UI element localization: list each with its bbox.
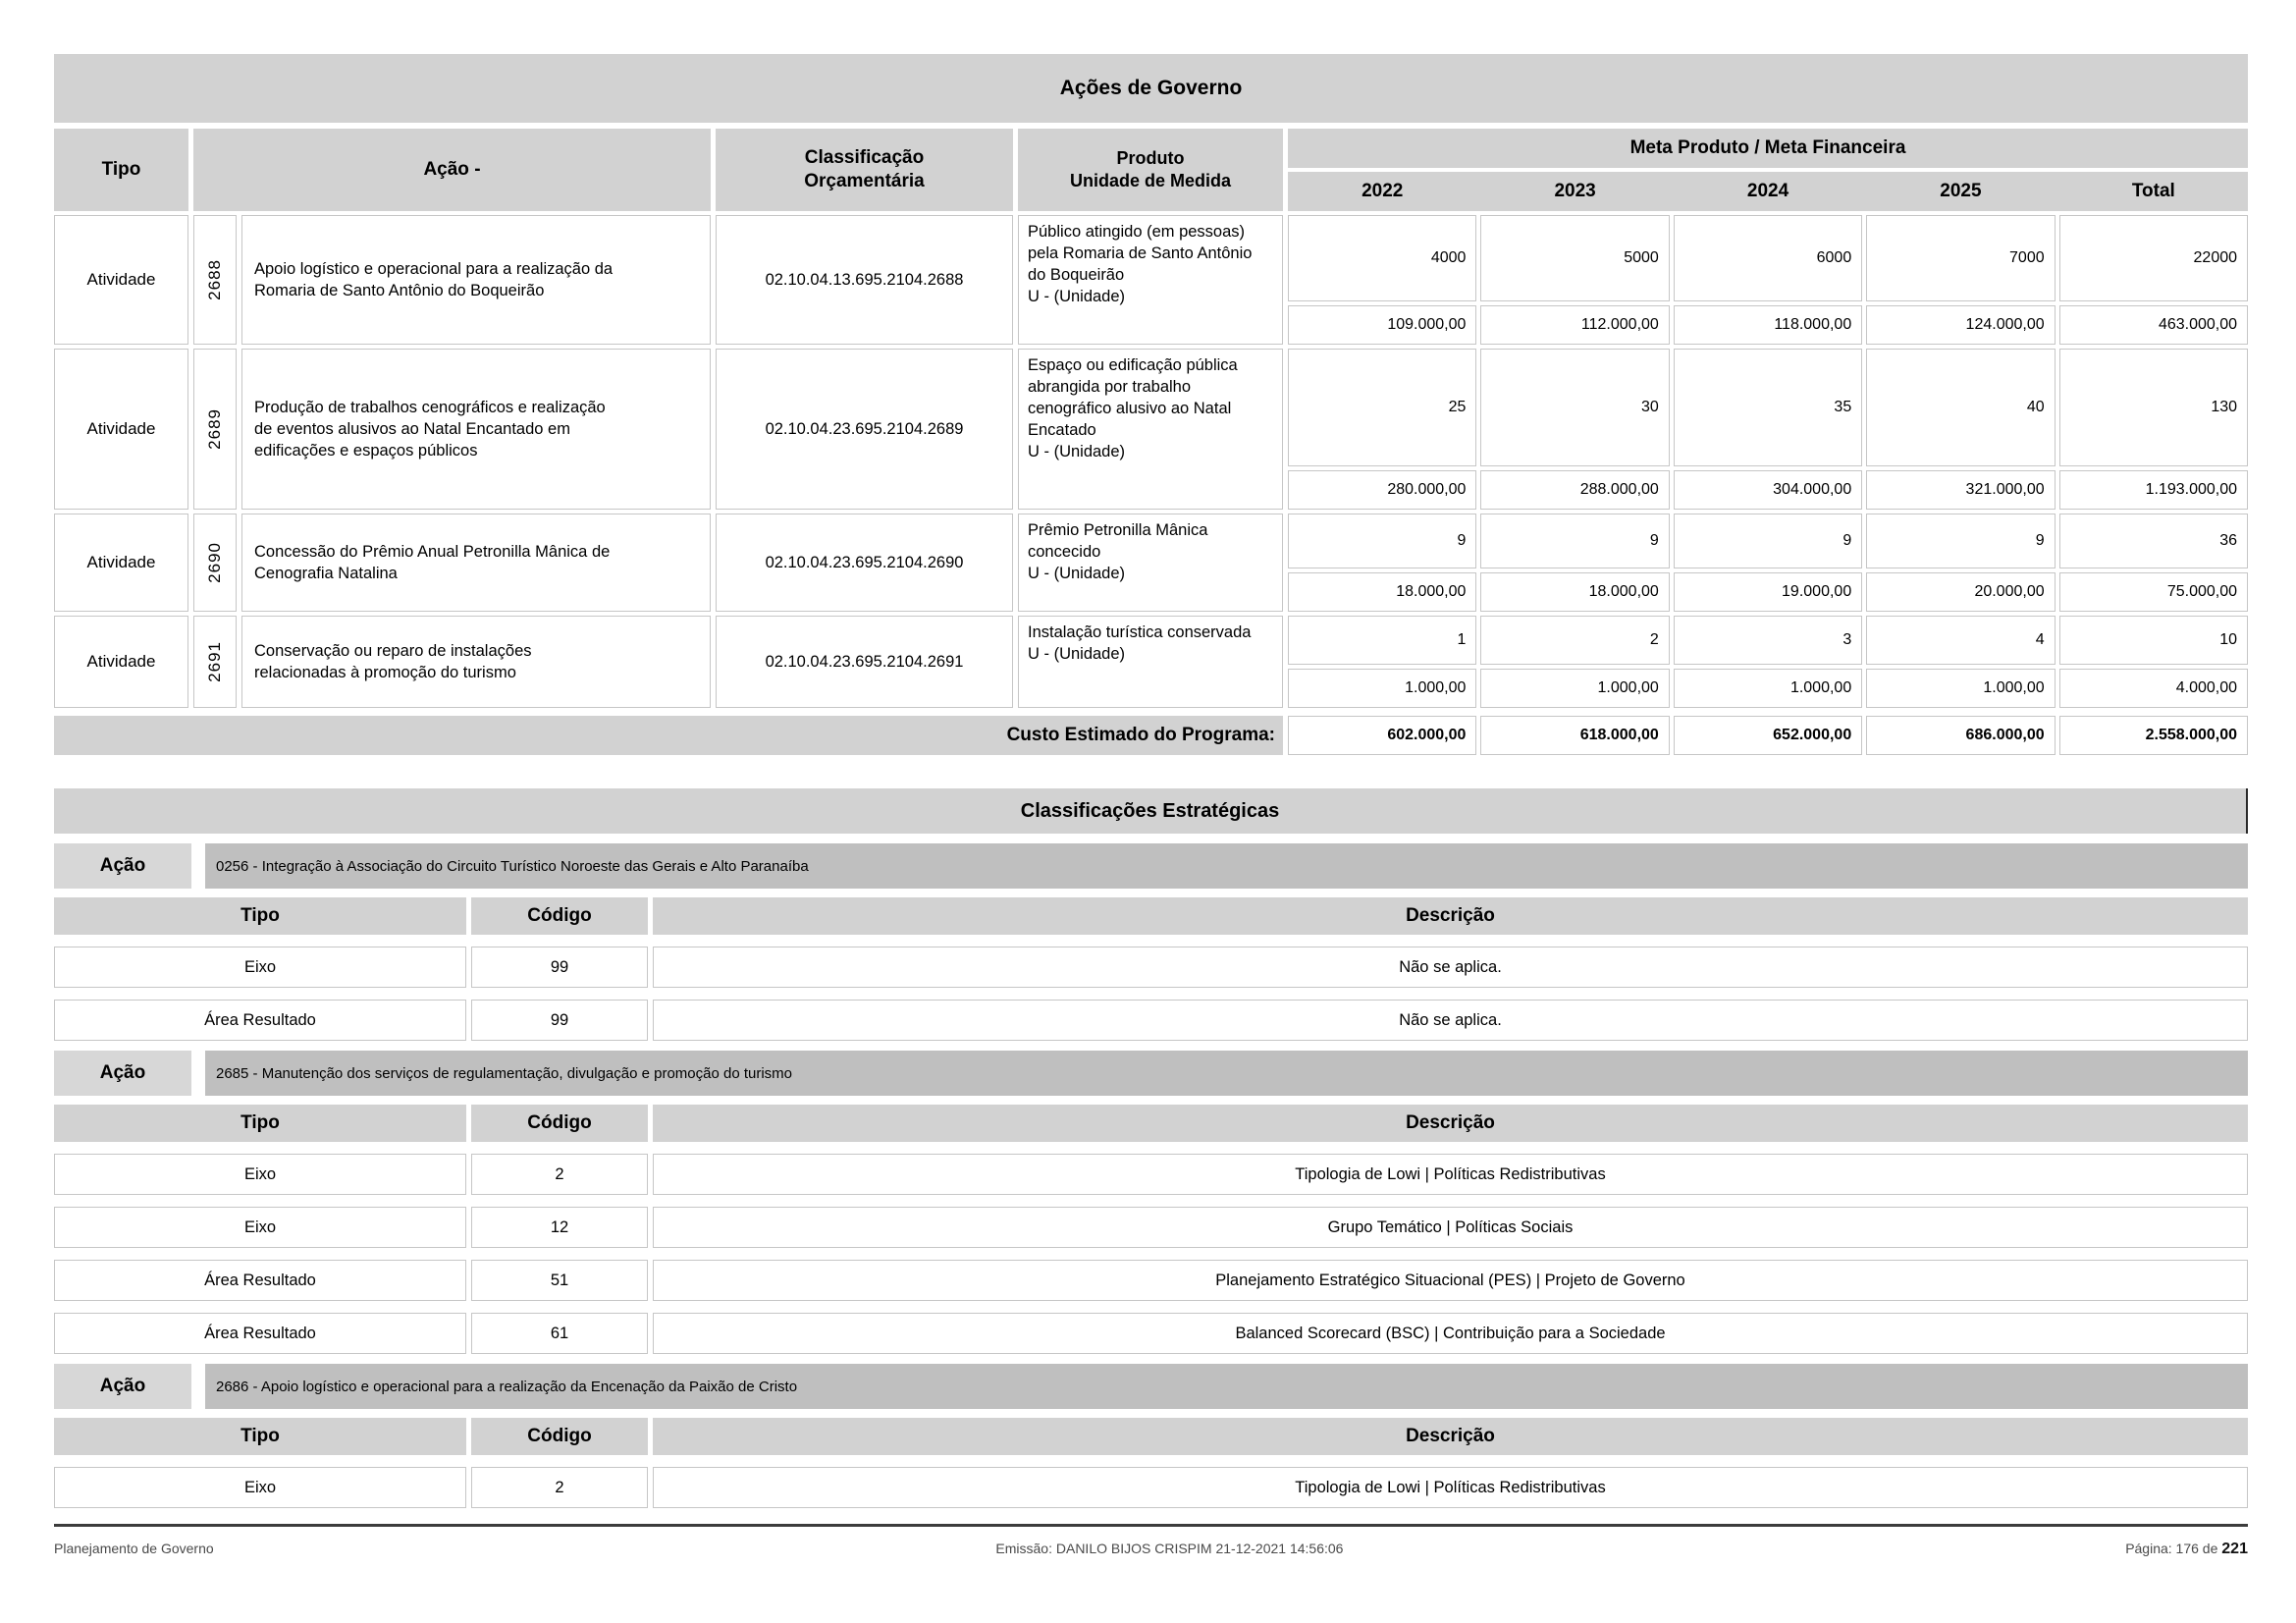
acao-desc-cell	[241, 514, 711, 612]
classificacao-row	[54, 1260, 2248, 1301]
header-classificacao-text: Classificação Orçamentária	[804, 147, 925, 191]
col-header-descricao: Descrição	[653, 1105, 2248, 1142]
header-year-2024: 2024	[1746, 181, 1789, 201]
header-year-total: Total	[2131, 181, 2175, 201]
unidade-text: U - (Unidade)	[1028, 443, 1126, 460]
tipo-cell: Atividade	[54, 514, 188, 612]
meta-col-2023	[1480, 349, 1669, 510]
acao-code-vertical: 2688	[205, 259, 224, 300]
meta-produto-value: 22000	[2059, 215, 2248, 301]
meta-financeira-value: 304.000,00	[1674, 470, 1862, 510]
footer-emission: Emissão: DANILO BIJOS CRISPIM 21-12-2021 14:56:06	[995, 1541, 1344, 1556]
meta-col-total	[2059, 514, 2248, 612]
meta-col-total	[2059, 616, 2248, 708]
produto-cell	[1018, 349, 1283, 510]
footer-divider	[54, 1524, 2248, 1527]
codigo-value: 12	[471, 1207, 648, 1248]
meta-financeira-value: 1.000,00	[1480, 669, 1669, 708]
col-header-tipo: Tipo	[54, 1105, 466, 1142]
acoes-header-row	[54, 129, 2248, 211]
header-produto-line2: Unidade de Medida	[1069, 171, 1232, 190]
meta-col-2023	[1480, 215, 1669, 345]
tipo-value: Eixo	[54, 947, 466, 988]
acao-band-text: 2685 - Manutenção dos serviços de regulamentação, divulgação e promoção do turismo	[205, 1051, 2248, 1096]
meta-financeira-value: 321.000,00	[1866, 470, 2055, 510]
meta-financeira-value: 18.000,00	[1288, 572, 1476, 612]
meta-col-2025	[1866, 349, 2055, 510]
meta-produto-value: 9	[1288, 514, 1476, 568]
acao-desc-text: Concessão do Prêmio Anual Petronilla Mânica de Cenografia Natalina	[254, 543, 611, 582]
meta-produto-value: 5000	[1480, 215, 1669, 301]
classificacao-row	[54, 947, 2248, 988]
acao-desc-text: Conservação ou reparo de instalações relacionadas à promoção do turismo	[254, 642, 532, 681]
custo-value-total: 2.558.000,00	[2059, 716, 2248, 755]
header-acao: Ação -	[193, 129, 711, 211]
acao-code-cell	[193, 616, 237, 708]
meta-produto-value: 1	[1288, 616, 1476, 665]
custo-value-2023: 618.000,00	[1480, 716, 1669, 755]
codigo-value: 99	[471, 947, 648, 988]
tipo-value: Eixo	[54, 1207, 466, 1248]
meta-produto-value: 4	[1866, 616, 2055, 665]
col-header-descricao: Descrição	[653, 897, 2248, 935]
meta-col-total	[2059, 349, 2248, 510]
meta-produto-value: 9	[1674, 514, 1862, 568]
acoes-title: Ações de Governo	[1059, 77, 1243, 99]
meta-col-2022	[1288, 616, 1476, 708]
classificacao-row	[54, 1154, 2248, 1195]
acao-band-2685	[54, 1051, 2248, 1096]
col-header-tipo: Tipo	[54, 1418, 466, 1455]
custo-value-2024: 652.000,00	[1674, 716, 1862, 755]
header-years-row	[1288, 172, 2248, 211]
classificacao-cell: 02.10.04.23.695.2104.2690	[716, 514, 1013, 612]
meta-col-2025	[1866, 616, 2055, 708]
meta-financeira-value: 75.000,00	[2059, 572, 2248, 612]
classificacao-row	[54, 1000, 2248, 1041]
descricao-value: Grupo Temático | Políticas Sociais	[653, 1207, 2248, 1248]
acoes-de-governo-table	[54, 54, 2248, 755]
custo-estimado-label: Custo Estimado do Programa:	[54, 716, 1283, 755]
meta-produto-value: 36	[2059, 514, 2248, 568]
meta-financeira-value: 4.000,00	[2059, 669, 2248, 708]
acao-band-text: 2686 - Apoio logístico e operacional para a realização da Encenação da Paixão de Cristo	[205, 1364, 2248, 1409]
tipo-value: Área Resultado	[54, 1000, 466, 1041]
meta-col-2023	[1480, 514, 1669, 612]
codigo-value: 61	[471, 1313, 648, 1354]
footer-page-number: Página: 176 de 221	[2125, 1541, 2248, 1557]
descricao-value: Não se aplica.	[653, 947, 2248, 988]
tipo-value: Eixo	[54, 1154, 466, 1195]
acao-band-label: Ação	[54, 1364, 191, 1409]
tipo-cell: Atividade	[54, 215, 188, 345]
classificacao-row	[54, 1467, 2248, 1508]
meta-financeira-value: 288.000,00	[1480, 470, 1669, 510]
produto-text: Instalação turística conservada	[1028, 623, 1252, 641]
acao-band-text: 0256 - Integração à Associação do Circuito Turístico Noroeste das Gerais e Alto Paranaíba	[205, 843, 2248, 889]
table-row-2690	[54, 514, 2248, 612]
acao-desc-cell	[241, 616, 711, 708]
meta-financeira-value: 20.000,00	[1866, 572, 2055, 612]
meta-produto-value: 9	[1866, 514, 2055, 568]
meta-produto-value: 30	[1480, 349, 1669, 466]
produto-text: Público atingido (em pessoas) pela Romaria de Santo Antônio do Boqueirão	[1028, 223, 1253, 284]
acao-desc-text: Apoio logístico e operacional para a realização da Romaria de Santo Antônio do Boqueirão	[254, 260, 614, 299]
acao-code-vertical: 2690	[205, 542, 224, 583]
acao-band-label: Ação	[54, 843, 191, 889]
meta-financeira-value: 118.000,00	[1674, 305, 1862, 345]
meta-financeira-value: 19.000,00	[1674, 572, 1862, 612]
custo-value-2022: 602.000,00	[1288, 716, 1476, 755]
meta-col-2022	[1288, 514, 1476, 612]
classificacao-header-row	[54, 1418, 2248, 1455]
acao-band-0256	[54, 843, 2248, 889]
acao-desc-text: Produção de trabalhos cenográficos e realização de eventos alusivos ao Natal Encantado em edificações e espaços públicos	[254, 399, 606, 460]
header-year-2025: 2025	[1940, 181, 1982, 201]
meta-col-2025	[1866, 215, 2055, 345]
meta-col-2024	[1674, 514, 1862, 612]
meta-col-2024	[1674, 616, 1862, 708]
classificacao-row	[54, 1313, 2248, 1354]
report-content	[54, 54, 2248, 1558]
meta-col-total	[2059, 215, 2248, 345]
meta-produto-value: 4000	[1288, 215, 1476, 301]
acao-band-label: Ação	[54, 1051, 191, 1096]
meta-financeira-value: 109.000,00	[1288, 305, 1476, 345]
tipo-value: Área Resultado	[54, 1260, 466, 1301]
produto-cell	[1018, 514, 1283, 612]
meta-financeira-value: 1.193.000,00	[2059, 470, 2248, 510]
meta-financeira-value: 280.000,00	[1288, 470, 1476, 510]
header-meta-title: Meta Produto / Meta Financeira	[1288, 129, 2248, 168]
header-year-2023: 2023	[1554, 181, 1596, 201]
meta-produto-value: 9	[1480, 514, 1669, 568]
descricao-value: Tipologia de Lowi | Políticas Redistributivas	[653, 1154, 2248, 1195]
table-row-2688	[54, 215, 2248, 345]
meta-col-2024	[1674, 349, 1862, 510]
unidade-text: U - (Unidade)	[1028, 645, 1126, 663]
tipo-value: Eixo	[54, 1467, 466, 1508]
meta-produto-value: 40	[1866, 349, 2055, 466]
descricao-value: Tipologia de Lowi | Políticas Redistributivas	[653, 1467, 2248, 1508]
classificacao-header-row	[54, 897, 2248, 935]
acao-code-vertical: 2691	[205, 641, 224, 682]
codigo-value: 2	[471, 1154, 648, 1195]
produto-cell	[1018, 616, 1283, 708]
descricao-value: Planejamento Estratégico Situacional (PES) | Projeto de Governo	[653, 1260, 2248, 1301]
header-year-2022: 2022	[1362, 181, 1404, 201]
table-row-2691	[54, 616, 2248, 708]
classificacao-cell: 02.10.04.23.695.2104.2689	[716, 349, 1013, 510]
footer-report-name: Planejamento de Governo	[54, 1541, 214, 1556]
col-header-tipo: Tipo	[54, 897, 466, 935]
acao-code-cell	[193, 215, 237, 345]
meta-financeira-value: 124.000,00	[1866, 305, 2055, 345]
header-classificacao	[716, 129, 1013, 211]
acao-desc-cell	[241, 215, 711, 345]
acao-desc-cell	[241, 349, 711, 510]
acao-code-vertical: 2689	[205, 408, 224, 450]
meta-financeira-value: 1.000,00	[1674, 669, 1862, 708]
col-header-descricao: Descrição	[653, 1418, 2248, 1455]
classificacao-cell: 02.10.04.23.695.2104.2691	[716, 616, 1013, 708]
tipo-cell: Atividade	[54, 349, 188, 510]
custo-values	[1288, 716, 2248, 755]
meta-financeira-value: 1.000,00	[1866, 669, 2055, 708]
meta-produto-value: 7000	[1866, 215, 2055, 301]
acao-code-cell	[193, 514, 237, 612]
custo-estimado-row	[54, 716, 2248, 755]
header-meta-group	[1288, 129, 2248, 211]
tipo-cell: Atividade	[54, 616, 188, 708]
codigo-value: 2	[471, 1467, 648, 1508]
meta-financeira-value: 112.000,00	[1480, 305, 1669, 345]
meta-financeira-value: 18.000,00	[1480, 572, 1669, 612]
codigo-value: 99	[471, 1000, 648, 1041]
codigo-value: 51	[471, 1260, 648, 1301]
col-header-codigo: Código	[471, 1105, 648, 1142]
descricao-value: Balanced Scorecard (BSC) | Contribuição para a Sociedade	[653, 1313, 2248, 1354]
meta-values	[1288, 514, 2248, 612]
meta-values	[1288, 215, 2248, 345]
meta-col-2022	[1288, 215, 1476, 345]
produto-text: Espaço ou edificação pública abrangida por trabalho cenográfico alusivo ao Natal Encatado	[1028, 356, 1238, 439]
meta-values	[1288, 349, 2248, 510]
meta-produto-value: 2	[1480, 616, 1669, 665]
classificacoes-title-bar	[54, 788, 2248, 834]
tipo-value: Área Resultado	[54, 1313, 466, 1354]
meta-produto-value: 35	[1674, 349, 1862, 466]
meta-produto-value: 130	[2059, 349, 2248, 466]
meta-produto-value: 10	[2059, 616, 2248, 665]
header-produto	[1018, 129, 1283, 211]
meta-financeira-value: 463.000,00	[2059, 305, 2248, 345]
page-footer	[54, 1541, 2248, 1558]
classificacoes-title: Classificações Estratégicas	[1020, 799, 1280, 822]
classificacao-cell: 02.10.04.13.695.2104.2688	[716, 215, 1013, 345]
unidade-text: U - (Unidade)	[1028, 565, 1126, 582]
meta-col-2023	[1480, 616, 1669, 708]
meta-values	[1288, 616, 2248, 708]
unidade-text: U - (Unidade)	[1028, 288, 1126, 305]
acao-band-2686	[54, 1364, 2248, 1409]
acao-code-cell	[193, 349, 237, 510]
header-produto-line1: Produto	[1116, 148, 1185, 168]
custo-value-2025: 686.000,00	[1866, 716, 2055, 755]
classificacao-row	[54, 1207, 2248, 1248]
col-header-codigo: Código	[471, 1418, 648, 1455]
header-tipo: Tipo	[54, 129, 188, 211]
meta-produto-value: 6000	[1674, 215, 1862, 301]
meta-col-2025	[1866, 514, 2055, 612]
meta-col-2024	[1674, 215, 1862, 345]
descricao-value: Não se aplica.	[653, 1000, 2248, 1041]
acoes-title-bar	[54, 54, 2248, 123]
classificacao-header-row	[54, 1105, 2248, 1142]
col-header-codigo: Código	[471, 897, 648, 935]
meta-financeira-value: 1.000,00	[1288, 669, 1476, 708]
classificacoes-estrategicas-section	[54, 788, 2248, 1508]
meta-produto-value: 3	[1674, 616, 1862, 665]
produto-text: Prêmio Petronilla Mânica concecido	[1028, 521, 1208, 561]
table-row-2689	[54, 349, 2248, 510]
meta-produto-value: 25	[1288, 349, 1476, 466]
produto-cell	[1018, 215, 1283, 345]
meta-col-2022	[1288, 349, 1476, 510]
